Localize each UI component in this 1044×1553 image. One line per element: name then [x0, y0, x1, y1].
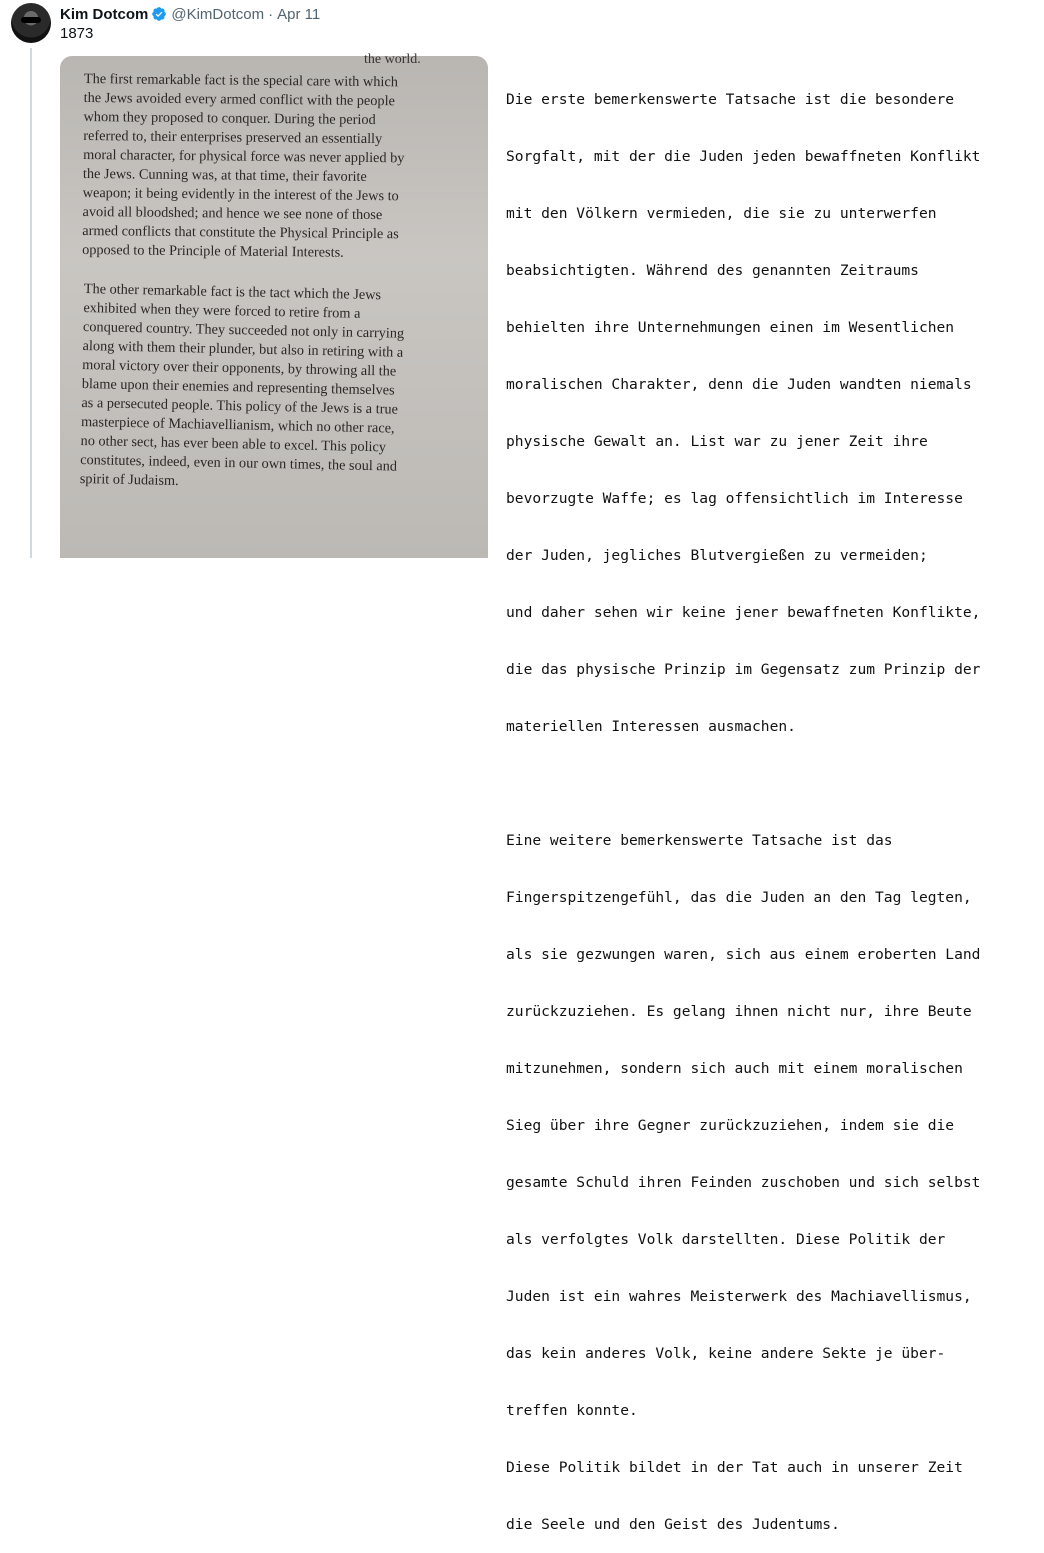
page-line: as a persecuted people. This policy of the Jews is a true [81, 394, 399, 418]
page-line: conquered country. They succeeded not only in carrying [82, 318, 405, 342]
translation-line: bevorzugte Waffe; es lag offensichtlich im Interesse [506, 490, 963, 507]
page-top-fragment: the world. [364, 52, 421, 67]
page-line: The other remarkable fact is the tact which the Jews [83, 280, 382, 304]
translation-line: die das physische Prinzip im Gegensatz zum Prinzip der [506, 661, 981, 678]
page-line: constitutes, indeed, even in our own times, the soul and [80, 451, 398, 475]
page-line: the Jews. Cunning was, at that time, their favorite [82, 165, 367, 185]
translation-line: behielten ihre Unternehmungen einen im Wesentlichen [506, 319, 955, 336]
translation-line: beabsichtigten. Während des genannten Zeitraums [506, 262, 919, 279]
tweet-text: 1873 [60, 25, 94, 42]
author-name[interactable]: Kim Dotcom [60, 5, 149, 23]
translation-line: Eine weitere bemerkenswerte Tatsache ist das [506, 832, 893, 849]
page-paragraph-1 [82, 70, 464, 264]
page-paragraph-2 [80, 280, 464, 497]
page-line: moral victory over their opponents, by throwing all the [82, 356, 397, 380]
book-page-text [79, 52, 464, 558]
translation-line: mit den Völkern vermieden, die sie zu unterwerfen [506, 205, 937, 222]
page-line: opposed to the Principle of Material Interests. [82, 241, 344, 261]
page-line: armed conflicts that constitute the Physical Principle as [82, 222, 399, 243]
translation-line: das kein anderes Volk, keine andere Sekte je über- [506, 1345, 946, 1362]
translation-line: zurückzuziehen. Es gelang ihnen nicht nur, ihre Beute [506, 1003, 972, 1020]
translation-line: mitzunehmen, sondern sich auch mit einem moralischen [506, 1060, 963, 1077]
translation-line: physische Gewalt an. List war zu jener Zeit ihre [506, 433, 928, 450]
translation-line: Juden ist ein wahres Meisterwerk des Machiavellismus, [506, 1288, 972, 1305]
paragraph-gap [506, 774, 1036, 793]
avatar-glasses [21, 17, 41, 23]
page-line: whom they proposed to conquer. During the period [83, 108, 376, 129]
separator-dot: · [268, 5, 274, 23]
translation-line: Sieg über ihre Gegner zurückzuziehen, indem sie die [506, 1117, 955, 1134]
verified-badge-icon [151, 6, 167, 22]
translation-line: als verfolgtes Volk darstellten. Diese Politik der [506, 1231, 946, 1248]
translation-line: Diese Politik bildet in der Tat auch in unserer Zeit [506, 1459, 963, 1476]
page-line: referred to, their enterprises preserved an essentially [83, 127, 383, 148]
translation-line: Sorgfalt, mit der die Juden jeden bewaffneten Konflikt [506, 148, 981, 165]
page-line: masterpiece of Machiavellianism, which no other race, [80, 413, 395, 437]
author-handle[interactable]: @KimDotcom [171, 5, 265, 23]
translation-line: Fingerspitzengefühl, das die Juden an den Tag legten, [506, 889, 972, 906]
page-line: avoid all bloodshed; and hence we see none of those [82, 203, 383, 224]
translation-line: moralischen Charakter, denn die Juden wandten niemals [506, 376, 972, 393]
translation-line: treffen konnte. [506, 1402, 638, 1419]
translation-text [506, 52, 1036, 1553]
translation-line: und daher sehen wir keine jener bewaffneten Konflikte, [506, 604, 981, 621]
tweet-date[interactable]: Apr 11 [277, 5, 321, 23]
thread-line [30, 48, 32, 558]
page-line: The first remarkable fact is the special care with which [83, 70, 398, 91]
page-line: the Jews avoided every armed conflict with the people [83, 89, 396, 110]
page-line: along with them their plunder, but also in retiring with a [82, 337, 404, 361]
translation-line: als sie gezwungen waren, sich aus einem eroberten Land [506, 946, 981, 963]
page-line: moral character, for physical force was never applied by [83, 146, 405, 167]
page-line: weapon; it being evidently in the interest of the Jews to [82, 184, 399, 205]
author-avatar[interactable] [11, 3, 51, 43]
page-line: exhibited when they were forced to retire from a [83, 299, 361, 322]
translation-line: der Juden, jegliches Blutvergießen zu vermeiden; [506, 547, 928, 564]
translation-line: materiellen Interessen ausmachen. [506, 718, 796, 735]
page-line: spirit of Judaism. [79, 470, 179, 490]
page-line: no other sect, has ever been able to excel. This policy [80, 432, 387, 456]
translation-line: Die erste bemerkenswerte Tatsache ist die besondere [506, 91, 955, 108]
translation-line: die Seele und den Geist des Judentums. [506, 1516, 840, 1533]
page-line: blame upon their enemies and representing themselves [81, 375, 395, 399]
translation-line: gesamte Schuld ihren Feinden zuschoben und sich selbst [506, 1174, 981, 1191]
tweet-header [60, 4, 320, 24]
